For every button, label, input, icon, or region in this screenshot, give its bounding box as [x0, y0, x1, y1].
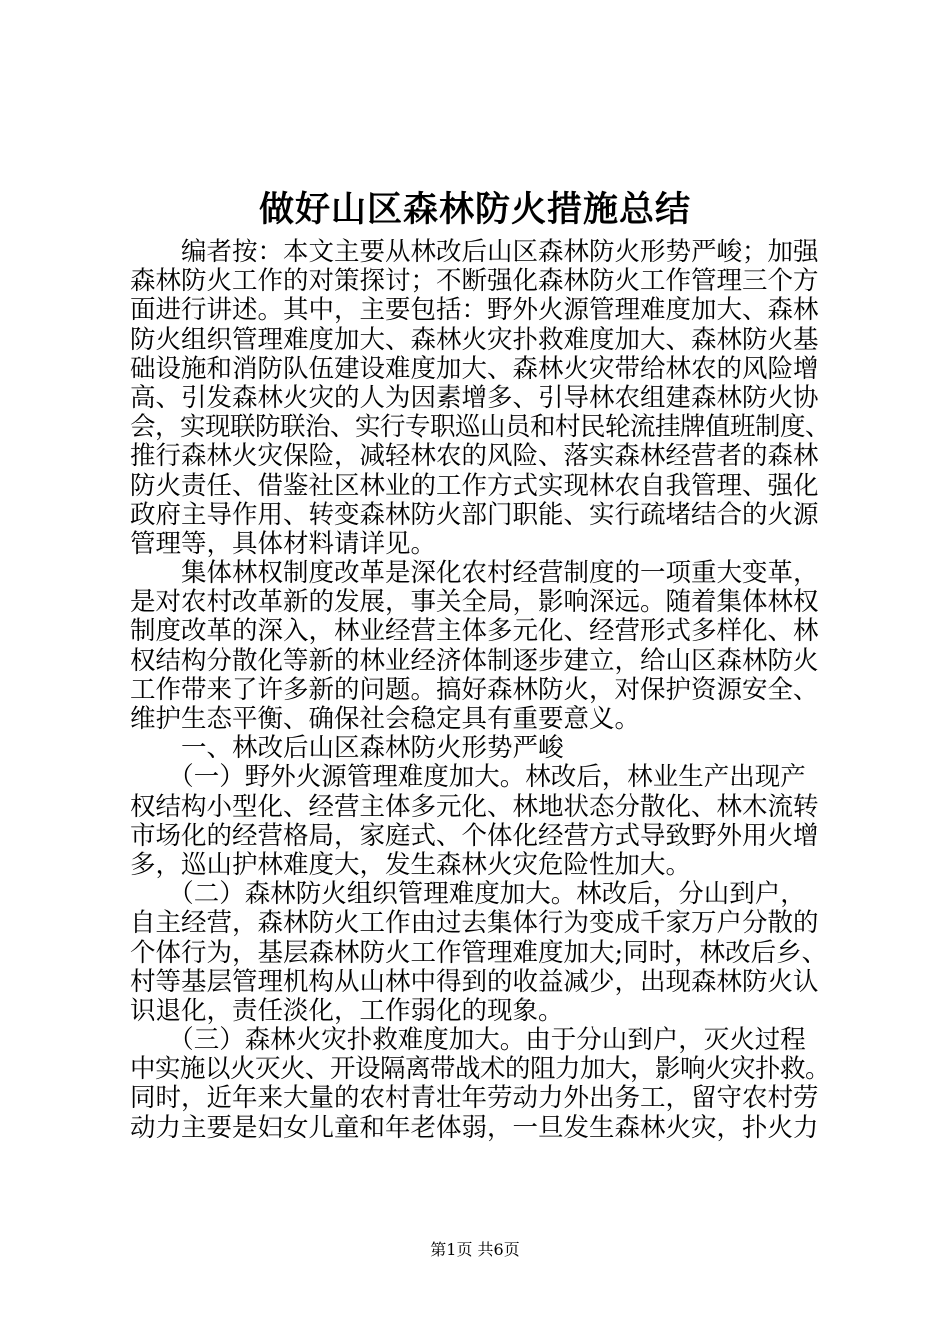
- text-line: 权结构分散化等新的林业经济体制逐步建立，给山区森林防火: [130, 645, 819, 676]
- section-heading: 一、林改后山区森林防火形势严峻: [130, 733, 564, 764]
- text-line: 动力主要是妇女儿童和年老体弱，一旦发生森林火灾，扑火力: [130, 1112, 819, 1143]
- text-line: 自主经营，森林防火工作由过去集体行为变成千家万户分散的: [130, 908, 819, 939]
- text-line: 村等基层管理机构从山林中得到的收益减少，出现森林防火认: [130, 966, 819, 997]
- text-line: 个体行为，基层森林防火工作管理难度加大;同时，林改后乡、: [130, 937, 828, 968]
- text-line: 市场化的经营格局，家庭式、个体化经营方式导致野外用火增: [130, 820, 819, 851]
- text-line: 识退化，责任淡化，工作弱化的现象。: [130, 995, 564, 1026]
- text-line: 推行森林火灾保险，减轻林农的风险、落实森林经营者的森林: [130, 441, 819, 472]
- text-line: 管理等，具体材料请详见。: [130, 528, 437, 559]
- text-line: （三）森林火灾扑救难度加大。由于分山到户，灭火过程: [130, 1025, 806, 1056]
- text-line: 权结构小型化、经营主体多元化、林地状态分散化、林木流转: [130, 791, 819, 822]
- text-line: 会，实现联防联治、实行专职巡山员和村民轮流挂牌值班制度、: [130, 412, 831, 443]
- document-body: [130, 238, 830, 1143]
- text-line: 集体林权制度改革是深化农村经营制度的一项重大变革，: [130, 558, 819, 589]
- text-line: 是对农村改革新的发展，事关全局，影响深远。随着集体林权: [130, 587, 819, 618]
- text-line: 中实施以火灭火、开设隔离带战术的阻力加大，影响火灾扑救。: [130, 1054, 831, 1085]
- text-line: （二）森林防火组织管理难度加大。林改后，分山到户，: [130, 879, 806, 910]
- text-line: 多，巡山护林难度大，发生森林火灾危险性加大。: [130, 849, 692, 880]
- text-line: 防火责任、借鉴社区林业的工作方式实现林农自我管理、强化: [130, 470, 819, 501]
- text-line: （一）野外火源管理难度加大。林改后，林业生产出现产: [130, 762, 806, 793]
- text-line: 工作带来了许多新的问题。搞好森林防火，对保护资源安全、: [130, 674, 819, 705]
- document-title: 做好山区森林防火措施总结: [258, 189, 691, 230]
- text-line: 同时，近年来大量的农村青壮年劳动力外出务工，留守农村劳: [130, 1083, 819, 1114]
- text-line: 制度改革的深入，林业经营主体多元化、经营形式多样化、林: [130, 616, 819, 647]
- text-line: 防火组织管理难度加大、森林火灾扑救难度加大、森林防火基: [130, 324, 819, 355]
- text-line: 高、引发森林火灾的人为因素增多、引导林农组建森林防火协: [130, 382, 819, 413]
- text-line: 础设施和消防队伍建设难度加大、森林火灾带给林农的风险增: [130, 353, 819, 384]
- text-line: 编者按：本文主要从林改后山区森林防火形势严峻；加强: [130, 237, 819, 267]
- text-line: 森林防火工作的对策探讨；不断强化森林防火工作管理三个方: [130, 266, 819, 297]
- text-line: 维护生态平衡、确保社会稳定具有重要意义。: [130, 704, 641, 734]
- text-line: 政府主导作用、转变森林防火部门职能、实行疏堵结合的火源: [130, 499, 819, 530]
- page-footer: 第1页 共6页: [430, 1240, 520, 1259]
- text-line: 面进行讲述。其中，主要包括：野外火源管理难度加大、森林: [130, 295, 819, 326]
